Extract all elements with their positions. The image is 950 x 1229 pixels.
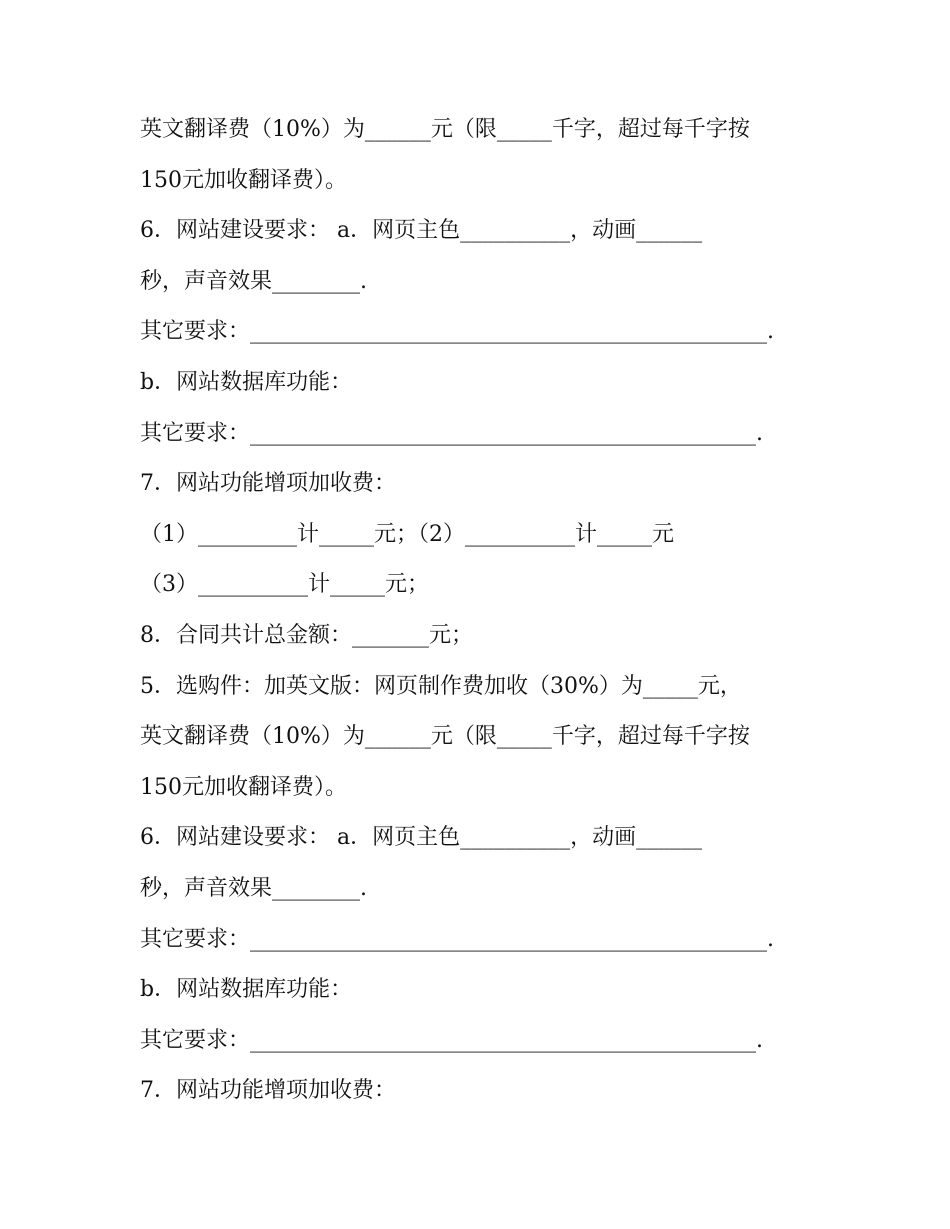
text-line: 8．合同共计总金额：_______元； (140, 623, 473, 648)
text-line: 150元加收翻译费）。 (140, 167, 347, 193)
text-line: 英文翻译费（10%）为______元（限_____千字，超过每千字按 (140, 724, 750, 750)
text-line: 6．网站建设要求： a．网页主色__________，动画______ (140, 218, 703, 244)
text-line: 7．网站功能增项加收费： (140, 1078, 396, 1104)
text-line: 6．网站建设要求： a．网页主色__________，动画______ (140, 825, 703, 851)
text-line: 秒，声音效果________. (140, 268, 367, 294)
text-line: 150元加收翻译费）。 (140, 774, 347, 800)
text-line: b．网站数据库功能： (140, 977, 353, 1003)
text-line: 其它要求：_______________________________________________. (140, 319, 774, 345)
text-line: （1）_________计_____元；（2）__________计_____元 (140, 521, 674, 547)
text-line: 7．网站功能增项加收费： (140, 471, 396, 497)
text-line: 英文翻译费（10%）为______元（限_____千字，超过每千字按 (140, 117, 750, 142)
text-line: （3）__________计_____元； (140, 572, 429, 598)
text-line: 5．选购件：加英文版：网页制作费加收（30%）为_____元， (140, 673, 742, 699)
text-line: 其它要求：_______________________________________________. (140, 926, 774, 952)
text-line: 其它要求：______________________________________________. (140, 420, 763, 446)
text-line: b．网站数据库功能： (140, 370, 353, 395)
text-line: 其它要求：______________________________________________. (140, 1027, 763, 1053)
text-line: 秒，声音效果________. (140, 876, 367, 901)
